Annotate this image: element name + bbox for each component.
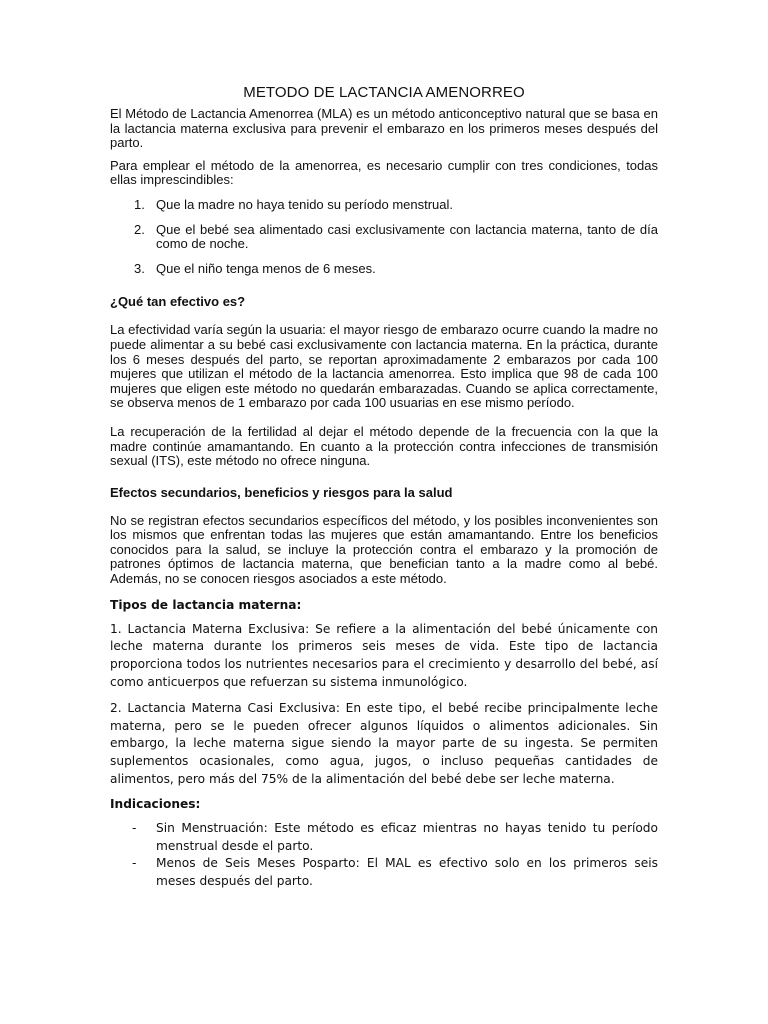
section-heading-effectiveness: ¿Qué tan efectivo es? [110,294,246,310]
list-text: Que el niño tenga menos de 6 meses. [156,260,376,276]
list-item [110,223,658,252]
list-text: Menos de Seis Meses Posparto: El MAL es efectivo solo en los primeros seis meses después del parto. [156,856,658,889]
list-dash: - [132,856,137,871]
effectiveness-paragraph-1: La efectividad varía según la usuaria: el mayor riesgo de embarazo ocurre cuando la madre no puede alimentar a su bebé casi exclusivamente con lactancia materna. En la práctica, durante los 6 meses después del parto, se reportan aproximadamente 2 embarazos por cada 100 mujeres que utilizan el método de la lactancia amenorrea. Esto implica que 98 de cada 100 mujeres que eligen este método no quedarán embarazadas. Cuando se aplica correctamente, se observa menos de 1 embarazo por cada 100 usuarias en ese mismo período. [110,322,658,411]
conditions-list [110,198,658,276]
list-text: Que el bebé sea alimentado casi exclusivamente con lactancia materna, tanto de día como de noche. [156,221,658,252]
list-text: Sin Menstruación: Este método es eficaz mientras no hayas tenido tu período menstrual desde el parto. [156,820,658,853]
section-heading-types: Tipos de lactancia materna: [110,597,302,612]
indications-list [110,820,658,891]
effectiveness-paragraph-2: La recuperación de la fertilidad al dejar el método depende de la frecuencia con la que la madre continúe amamantando. En cuanto a la protección contra infecciones de transmisión sexual (ITS), este método no ofrece ninguna. [110,423,658,469]
list-item [110,262,658,277]
list-text: Que la madre no haya tenido su período menstrual. [156,196,454,212]
document-body [110,84,658,891]
list-number: 2. [134,221,145,237]
side-effects-paragraph: No se registran efectos secundarios específicos del método, y los posibles inconvenientes son los mismos que enfrentan todas las mujeres que están amamantando. Entre los beneficios conocidos para la salud, se incluye la protección contra el embarazo y la promoción de patrones óptimos de lactancia materna, que benefician tanto a la madre como al bebé. Además, no se conocen riesgos asociados a este método. [110,512,658,587]
document-title: METODO DE LACTANCIA AMENORREO [243,84,525,101]
list-number: 1. [134,196,145,212]
conditions-intro: Para emplear el método de la amenorrea, es necesario cumplir con tres condiciones, todas ellas imprescindibles: [110,157,658,188]
types-paragraph-2: 2. Lactancia Materna Casi Exclusiva: En este tipo, el bebé recibe principalmente leche materna, pero se le pueden ofrecer algunos líquidos o alimentos adicionales. Sin embargo, la leche materna sigue siendo la mayor parte de su ingesta. Se permiten suplementos ocasionales, como agua, jugos, o incluso pequeñas cantidades de alimentos, pero más del 75% de la alimentación del bebé debe ser leche materna. [110,700,658,787]
section-heading-side-effects: Efectos secundarios, beneficios y riesgos para la salud [110,484,453,500]
list-item [110,198,658,213]
intro-paragraph: El Método de Lactancia Amenorrea (MLA) es un método anticonceptivo natural que se basa en la lactancia materna exclusiva para prevenir el embarazo en los primeros meses después del parto. [110,106,658,151]
types-paragraph-1: 1. Lactancia Materna Exclusiva: Se refiere a la alimentación del bebé únicamente con leche materna durante los primeros seis meses de vida. Este tipo de lactancia proporciona todos los nutrientes necesarios para el crecimiento y desarrollo del bebé, así como anticuerpos que refuerzan su sistema inmunológico. [110,621,658,690]
list-number: 3. [134,260,145,276]
list-item [110,820,658,856]
list-item [110,855,658,891]
list-dash: - [132,820,137,835]
section-heading-indications: Indicaciones: [110,796,201,811]
